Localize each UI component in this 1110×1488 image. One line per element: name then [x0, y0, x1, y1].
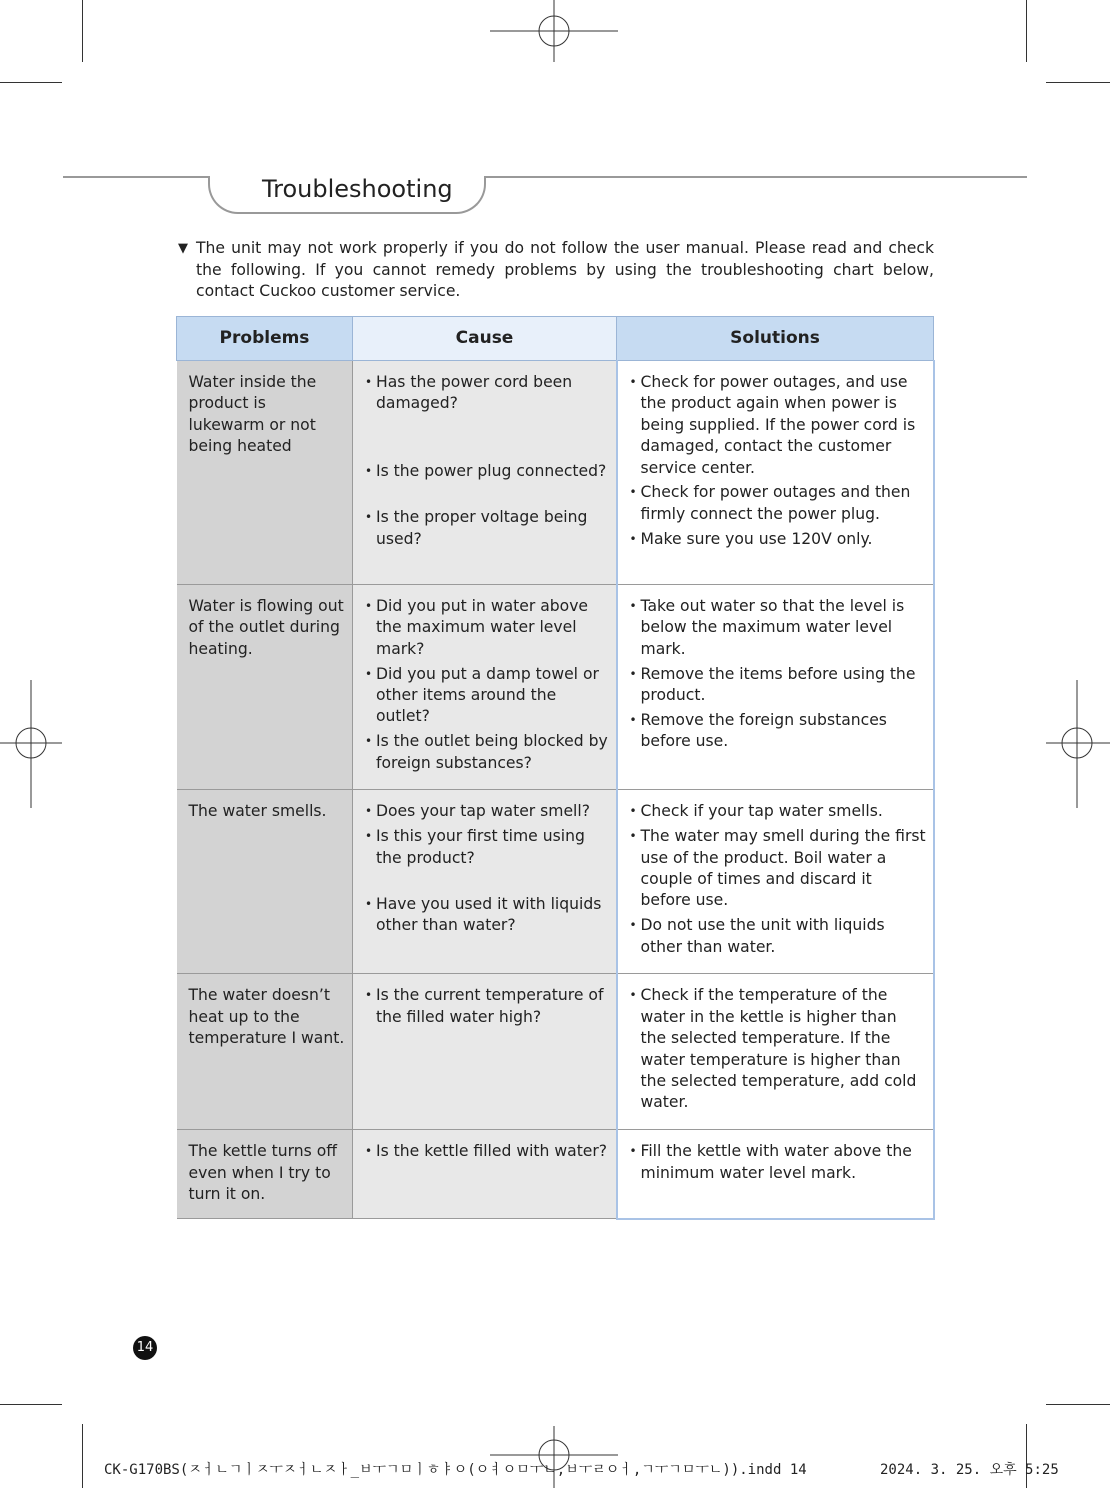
- cause-item: • Have you used it with liquids other than water?: [365, 894, 610, 937]
- crop-mark: [1046, 1404, 1110, 1405]
- table-row: [177, 585, 934, 790]
- cause-item: • Did you put a damp towel or other items around the outlet?: [365, 664, 610, 728]
- solution-item: • Remove the foreign substances before use.: [630, 710, 927, 753]
- problem-cell: Water inside the product is lukewarm or not being heated: [177, 361, 353, 585]
- solution-item: • Check for power outages, and use the product again when power is being supplied. If the power cord is damaged, contact the customer service center.: [630, 372, 927, 479]
- cause-item: • Is the proper voltage being used?: [365, 507, 610, 550]
- troubleshooting-table: [176, 316, 935, 1220]
- header-problems: Problems: [177, 317, 353, 361]
- footer-timestamp: 2024. 3. 25. 오후 5:25: [880, 1462, 1059, 1478]
- title-rule-right: [486, 176, 1027, 178]
- solution-cell: [617, 974, 934, 1130]
- problem-cell: Water is flowing out of the outlet during heating.: [177, 585, 353, 790]
- table-row: [177, 1130, 934, 1219]
- cause-cell: [353, 790, 617, 974]
- cause-item: • Is the outlet being blocked by foreign substances?: [365, 731, 610, 774]
- problem-cell: The water smells.: [177, 790, 353, 974]
- solution-item: • Check if your tap water smells.: [630, 801, 927, 822]
- cause-cell: [353, 1130, 617, 1219]
- header-cause: Cause: [353, 317, 617, 361]
- footer-filename: CK-G170BS(ㅈㅓㄴㄱㅣㅈㅜㅈㅓㄴㅈㅏ_ㅂㅜㄱㅁㅣㅎㅑㅇ(ㅇㅕㅇㅁㅜㄴ,ㅂㅜㄹㅇㅓ,ㄱㅜㄱㅁㅜㄴ)).indd 14: [104, 1462, 807, 1478]
- page-title: Troubleshooting: [262, 175, 453, 203]
- cause-item: • Is the kettle filled with water?: [365, 1141, 610, 1162]
- crop-mark: [1046, 82, 1110, 83]
- triangle-down-icon: ▼: [178, 241, 188, 256]
- cause-item: • Does your tap water smell?: [365, 801, 610, 822]
- crop-mark: [0, 1404, 62, 1405]
- registration-mark-top: [490, 0, 618, 64]
- solution-item: • Fill the kettle with water above the minimum water level mark.: [630, 1141, 927, 1184]
- crop-mark: [82, 1424, 83, 1488]
- cause-item: • Is this your first time using the product?: [365, 826, 610, 869]
- solution-item: • Check for power outages and then firmly connect the power plug.: [630, 482, 927, 525]
- solution-cell: [617, 361, 934, 585]
- cause-cell: [353, 585, 617, 790]
- cause-cell: [353, 361, 617, 585]
- cause-item: • Has the power cord been damaged?: [365, 372, 610, 415]
- page-number-badge: 14: [133, 1336, 157, 1360]
- header-solutions: Solutions: [617, 317, 934, 361]
- solution-cell: [617, 585, 934, 790]
- solution-item: • Remove the items before using the product.: [630, 664, 927, 707]
- solution-item: • Check if the temperature of the water in the kettle is higher than the selected temperature. If the water temperature is higher than the selected temperature, add cold water.: [630, 985, 927, 1113]
- title-rule-left: [63, 176, 209, 178]
- registration-mark-right: [1046, 680, 1110, 808]
- table-row: [177, 790, 934, 974]
- cause-item: • Is the power plug connected?: [365, 461, 610, 482]
- cause-cell: [353, 974, 617, 1130]
- table-row: [177, 361, 934, 585]
- solution-item: • Make sure you use 120V only.: [630, 529, 927, 550]
- intro-paragraph: [178, 238, 934, 303]
- table-row: [177, 974, 934, 1130]
- table-header-row: [177, 317, 934, 361]
- problem-cell: The water doesn’t heat up to the temperature I want.: [177, 974, 353, 1130]
- registration-mark-left: [0, 680, 64, 808]
- intro-text: The unit may not work properly if you do not follow the user manual. Please read and check the following. If you cannot remedy problems by using the troubleshooting chart below, contact Cuckoo customer service.: [196, 239, 934, 300]
- crop-mark: [82, 0, 83, 62]
- crop-mark: [0, 82, 62, 83]
- cause-item: • Is the current temperature of the filled water high?: [365, 985, 610, 1028]
- solution-item: • The water may smell during the first use of the product. Boil water a couple of times and discard it before use.: [630, 826, 927, 912]
- solution-cell: [617, 1130, 934, 1219]
- solution-cell: [617, 790, 934, 974]
- cause-item: • Did you put in water above the maximum water level mark?: [365, 596, 610, 660]
- solution-item: • Take out water so that the level is below the maximum water level mark.: [630, 596, 927, 660]
- crop-mark: [1026, 0, 1027, 62]
- problem-cell: The kettle turns off even when I try to turn it on.: [177, 1130, 353, 1219]
- solution-item: • Do not use the unit with liquids other than water.: [630, 915, 927, 958]
